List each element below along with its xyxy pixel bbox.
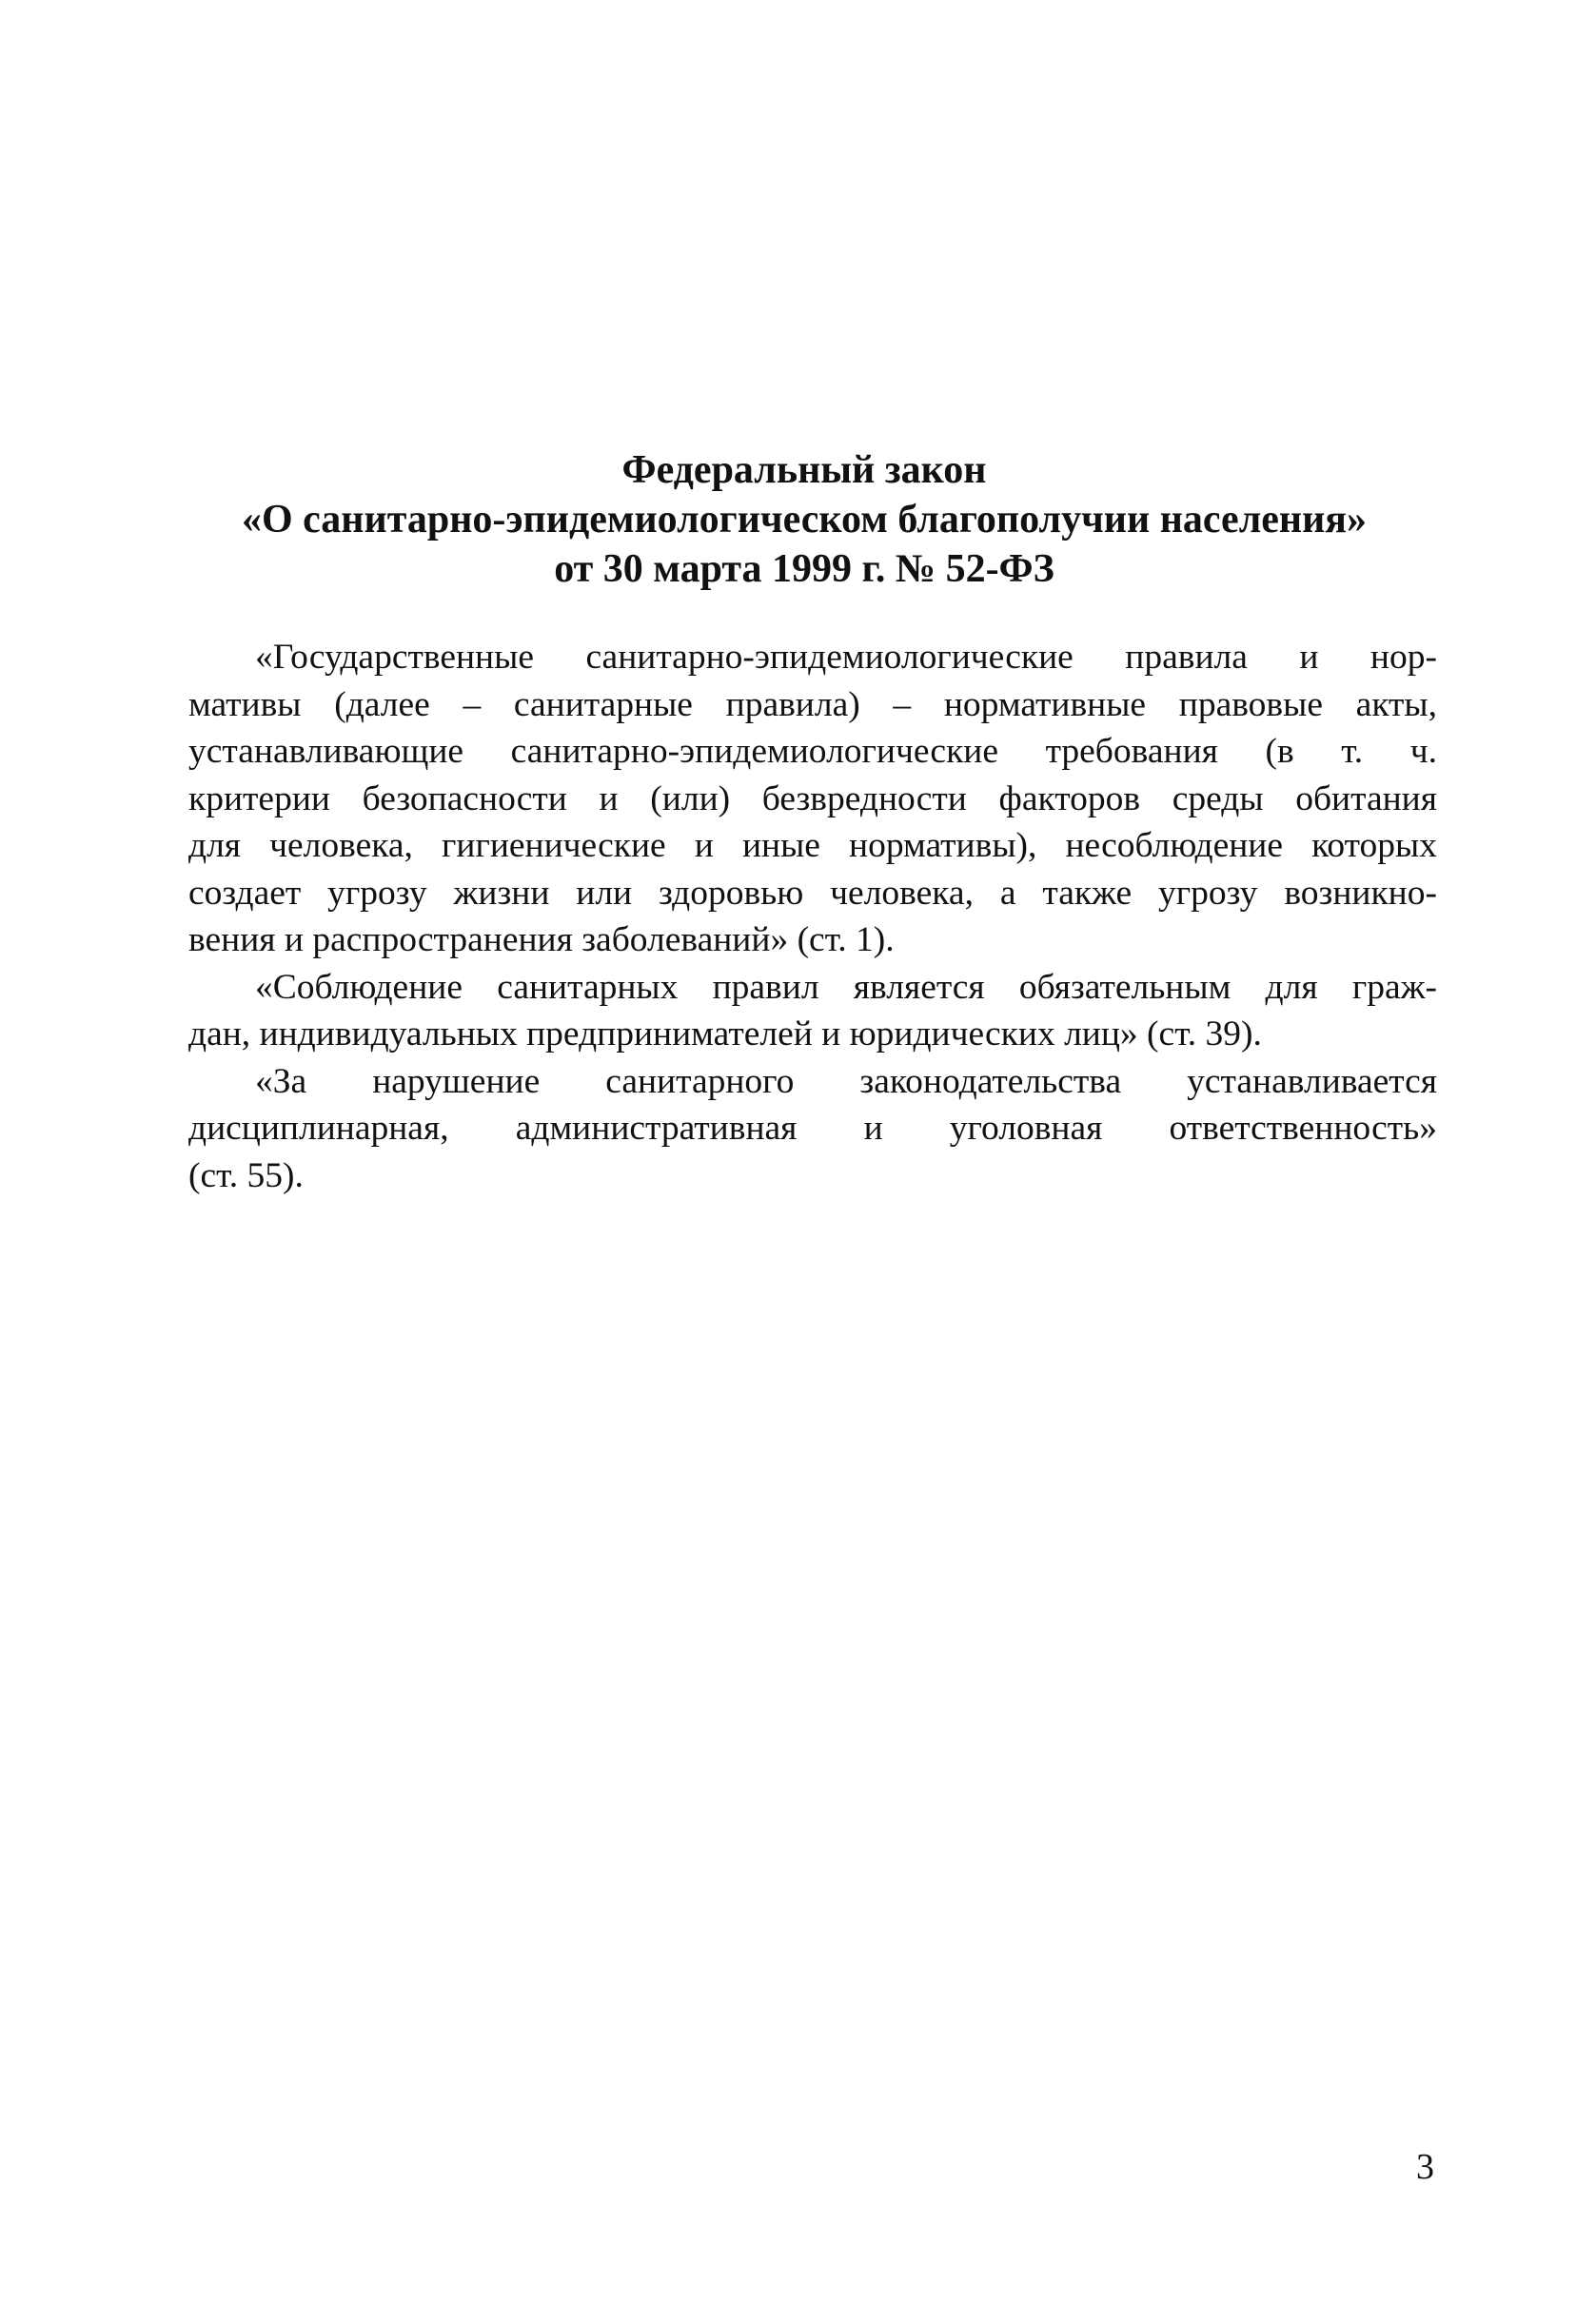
text-line: для человека, гигиенические и иные нормативы), несоблюдение которых <box>188 826 1437 865</box>
heading-line-2: «О санитарно-эпидемиологическом благополучии населения» <box>241 498 1368 542</box>
heading-line-1: Федеральный закон <box>621 448 987 492</box>
text-line: критерии безопасности и (или) безвредности факторов среды обитания <box>188 778 1437 818</box>
text-line: дан, индивидуальных предпринимателей и юридических лиц» (ст. 39). <box>188 1014 1262 1054</box>
text-line: создает угрозу жизни или здоровью человека, а также угрозу возникно- <box>188 873 1437 913</box>
text-line: дисциплинарная, административная и уголовная ответственность» <box>188 1109 1437 1148</box>
paragraph-article-1 <box>188 634 1437 964</box>
law-heading <box>171 445 1437 594</box>
text-line: устанавливающие санитарно-эпидемиологические требования (в т. ч. <box>188 732 1437 771</box>
paragraph-article-39 <box>188 964 1437 1058</box>
law-quotes <box>188 634 1437 1199</box>
text-line: «За нарушение санитарного законодательства устанавливается <box>255 1061 1437 1101</box>
text-line: мативы (далее – санитарные правила) – нормативные правовые акты, <box>188 684 1437 724</box>
text-line: «Соблюдение санитарных правил является обязательным для граж- <box>255 967 1437 1007</box>
text-line: (ст. 55). <box>188 1155 304 1195</box>
page-number: 3 <box>1416 2147 1434 2187</box>
text-line: вения и распространения заболеваний» (ст. 1). <box>188 920 895 959</box>
text-line: «Государственные санитарно-эпидемиологические правила и нор- <box>255 638 1437 677</box>
paragraph-article-55 <box>188 1058 1437 1200</box>
heading-line-3: от 30 марта 1999 г. № 52-ФЗ <box>554 547 1054 591</box>
